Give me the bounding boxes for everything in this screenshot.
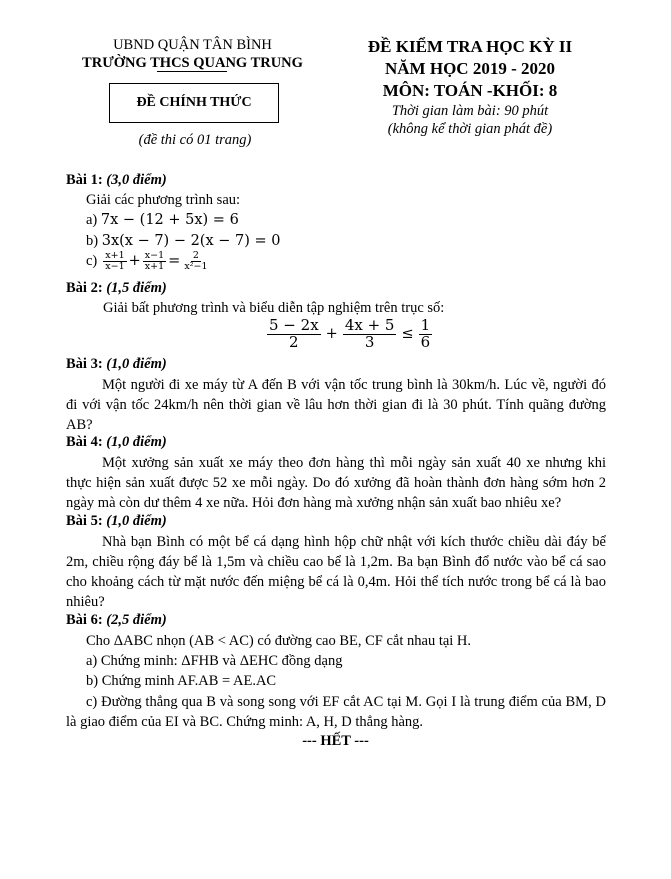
problem-6-heading	[66, 612, 167, 629]
fraction-numerator: x−1	[144, 250, 165, 261]
problem-6-intro: Cho ΔABC nhọn (AB < AC) có đường cao BE, CF cắt nhau tại H.	[86, 633, 472, 649]
problem-1-a	[86, 211, 239, 230]
problem-5-points: (1,0 điểm)	[106, 513, 167, 529]
problem-6-c: c) Đường thẳng qua B và song song với EF cắt AC tại M. Gọi I là trung điểm của BM, D là giao điểm của EI và BC. Chứng minh: A, H, D thẳng hàng.	[66, 694, 606, 730]
district-name: UBND QUẬN TÂN BÌNH	[113, 37, 272, 53]
school-year: NĂM HỌC 2019 - 2020	[385, 59, 555, 78]
fraction-denominator: x−1	[105, 260, 125, 272]
plus-sign: +	[128, 253, 141, 270]
less-equal-sign: ≤	[401, 326, 414, 343]
fraction	[143, 251, 166, 272]
problem-1-b-equation: 3x(x − 7) − 2(x − 7) = 0	[101, 233, 281, 249]
problem-3-title: Bài 3:	[66, 356, 103, 372]
fraction-denominator: 2	[289, 332, 299, 351]
problem-6-a: a) Chứng minh: ΔFHB và ΔEHC đồng dạng	[86, 653, 343, 669]
problem-1-c	[86, 251, 212, 272]
problem-4-title: Bài 4:	[66, 434, 103, 450]
problem-2-points: (1,5 điểm)	[106, 280, 167, 296]
school-name: TRƯỜNG THCS QUANG TRUNG	[82, 55, 303, 71]
fraction-numerator: 2	[192, 250, 199, 261]
fraction	[182, 251, 209, 272]
fraction	[419, 318, 433, 351]
problem-1-b	[86, 232, 280, 251]
problem-4-heading	[66, 434, 167, 451]
problem-1-a-label: a)	[86, 212, 98, 228]
problem-3-heading	[66, 356, 167, 373]
time-note: (không kể thời gian phát đề)	[387, 121, 553, 137]
exam-title: ĐỀ KIỂM TRA HỌC KỲ II	[367, 37, 573, 56]
official-exam-box	[109, 83, 279, 123]
fraction-denominator: 6	[420, 332, 431, 351]
problem-1-title: Bài 1:	[66, 172, 103, 188]
problem-5-text: Nhà bạn Bình có một bể cá dạng hình hộp chữ nhật với kích thước chiều dài đáy bể 2m, chiều rộng đáy bể là 1,5m và chiều cao bể là 1,2m. Ba bạn Bình đổ nước vào bể cá sao cho khoảng cách từ mặt nước đến miệng bể cá là 0,4m. Hỏi thể tích nước trong bể cá là bao nhiêu?	[66, 534, 606, 610]
fraction-numerator: 1	[420, 316, 431, 334]
fraction-numerator: 4x + 5	[344, 316, 395, 334]
problem-1-heading	[66, 172, 167, 189]
problem-3-text: Một người đi xe máy từ A đến B với vận tốc trung bình là 30km/h. Lúc về, người đó đi với vận tốc 24km/h nên thời gian về lâu hơn thời gian đi là 30 phút. Tính quãng đường AB?	[66, 377, 606, 433]
fraction	[103, 251, 126, 272]
pages-note: (đề thi có 01 trang)	[138, 132, 252, 148]
fraction-numerator: 5 − 2x	[269, 316, 319, 334]
plus-sign: +	[325, 326, 338, 343]
equals-sign: =	[168, 253, 181, 270]
problem-2-heading	[66, 280, 167, 297]
fraction-numerator: x+1	[105, 250, 125, 261]
problem-4-points: (1,0 điểm)	[106, 434, 167, 450]
official-label: ĐỀ CHÍNH THỨC	[136, 95, 252, 110]
problem-2-inequality	[265, 318, 434, 351]
problem-1-a-equation: 7x − (12 + 5x) = 6	[100, 212, 239, 228]
problem-5-title: Bài 5:	[66, 513, 103, 529]
problem-2-title: Bài 2:	[66, 280, 103, 296]
fraction	[267, 318, 321, 351]
time-limit: Thời gian làm bài: 90 phút	[391, 103, 549, 119]
problem-6-b: b) Chứng minh AF.AB = AE.AC	[86, 673, 277, 689]
fraction-denominator: 3	[364, 332, 375, 351]
fraction-denominator: x²−1	[184, 260, 208, 272]
problem-1-c-label: c)	[86, 252, 98, 269]
school-header	[70, 36, 315, 72]
problem-2-intro: Giải bất phương trình và biểu diễn tập nghiệm trên trục số:	[103, 300, 445, 316]
exam-header	[345, 36, 595, 138]
problem-6-title: Bài 6:	[66, 612, 103, 628]
problem-3-points: (1,0 điểm)	[106, 356, 167, 372]
end-marker: --- HẾT ---	[302, 733, 369, 749]
header-underline	[157, 71, 227, 72]
problem-1-intro: Giải các phương trình sau:	[86, 192, 241, 208]
subject-grade: MÔN: TOÁN -KHỐI: 8	[382, 81, 558, 100]
problem-1-b-label: b)	[86, 233, 99, 249]
problem-5-heading	[66, 513, 167, 530]
problem-1-points: (3,0 điểm)	[106, 172, 167, 188]
problem-6-points: (2,5 điểm)	[106, 612, 167, 628]
problem-4-text: Một xưởng sản xuất xe máy theo đơn hàng thì mỗi ngày sản xuất 40 xe nhưng khi thực hiện sản xuất được 52 xe mỗi ngày. Do đó xưởng đã hoàn thành đơn hàng sớm hơn 2 ngày mà còn dư thêm 4 xe nữa. Hỏi đơn hàng mà xưởng nhận sản xuất bao nhiêu xe?	[66, 455, 606, 511]
fraction	[343, 318, 397, 351]
fraction-denominator: x+1	[144, 260, 165, 272]
